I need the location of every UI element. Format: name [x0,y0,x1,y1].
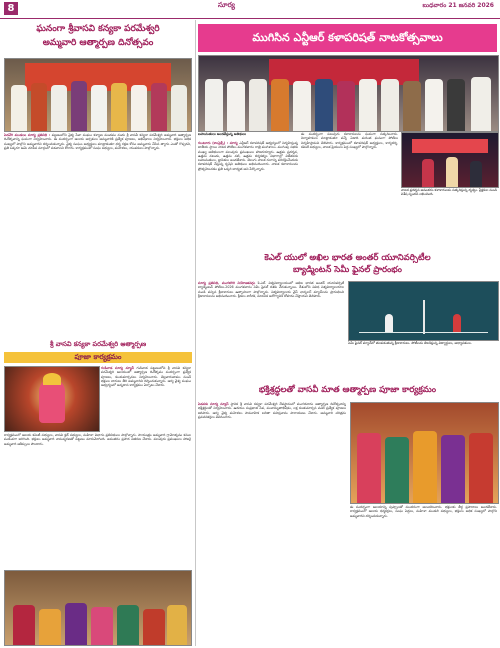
person-figure [447,79,465,131]
top-story-headline: ముగిసిన ఎన్టీఆర్ కళాపరిషత్ నాటకోత్సవాలు [198,24,497,52]
person-figure [337,81,355,131]
pooja-side-text [101,366,191,430]
pooja-body: కార్యక్రమంలో ఆలయ కమిటీ సభ్యులు, వాసవి క్లబ్ సభ్యులు, మహిళా విభాగం ప్రతినిధులు పాల్గొన్నారు. సాయంత్రం అమ్మవారి గ్రామోత్సవం కనుల పండువగా జరిగింది. భక్తులు అమ్మవారి నామస్మరణతో పట్టణం మారుమోగింది. అనంతరం ప్రసాద వితరణ చేశారు. పలువురు ప్రముఖులు హాజరై అమ్మవారి ఆశీస్సులు పొందారు. [4,433,191,446]
badminton-dateline: సూర్య ప్రతినిధి, మంగళగిరి నియోజకవర్గం [198,281,256,285]
stage-lights [412,139,488,153]
top-story-caption: బహుమతులు అందజేస్తున్న అతిథులు [198,132,247,136]
page-number: 8 [4,2,18,15]
person-figure [381,79,399,131]
person-figure [422,159,434,187]
top-story-dateline: గుంటూరు (కాంప్లెక్స్) : సూర్య [198,141,238,145]
badminton-text: కె.ఎల్. విశ్వవిద్యాలయంలో అఖిల భారత అంతర్ యూనివర్సిటీ బ్యాడ్మింటన్ పోటీలు-2026 మంగళవారం సెమీ ఫైనల్ దశకు చేరుకున్నాయి. దేశంలోని వివిధ విశ్వవిద్యాలయాల నుండి వచ్చిన క్రీడాకారులు ఉత్సాహంగా పాల్గొన్నారు. విశ్వవిద్యాలయ వైస్ ఛాన్సలర్ మ్యాచ్‌లను ప్రారంభించి క్రీడాకారులను అభినందించారు. క్రీడలు శారీరక, మానసిక ఆరోగ్యానికి దోహదం చేస్తాయని తెలిపారు. [198,281,344,298]
person-figure [51,85,67,131]
person-figure [111,83,127,131]
person-figure [357,433,381,503]
pooja-banner: పూజా కార్యక్రమం [4,352,192,363]
person-figure [91,85,107,131]
person-figure [471,77,491,131]
devotees-photo [4,570,192,646]
left-story-text: పట్టణంలోని వైశ్య సేవా సంఘం కళ్యాణ మండపం నందు శ్రీ వాసవీ కన్యకా పరమేశ్వరి అమ్మవారి ఆత్మార్పణ దినోత్సవాన్ని ఘనంగా నిర్వహించారు. ఈ సందర్భంగా ఆలయ అర్చకులు అమ్మవారికి ప్రత్యేక పూజలు, అభిషేకాలు నిర్వహించారు. భక్తులు అధిక సంఖ్యలో పాల్గొని అమ్మవారిని దర్శించుకున్నారు. వైశ్య సంఘం అధ్యక్షులు మాట్లాడుతూ ధర్మ రక్షణ కోసం అమ్మవారు చేసిన త్యాగం ఎంతో గొప్పదని, ప్రతి ఒక్కరూ ఆమె చూపిన మార్గంలో నడవాలని కోరారు. కార్యక్రమంలో సంఘ సభ్యులు, మహిళలు, యువకులు పాల్గొన్నారు. [4,133,191,150]
award-ceremony-photo [198,55,499,132]
left-story-dateline: పెదవేగి మండలం సూర్య ప్రతినిధి : [4,133,51,137]
deity-crown [43,373,61,385]
bhakti-right-text: ఈ సందర్భంగా ఆలయాన్ని పుష్పాలతో సుందరంగా అలంకరించారు. భక్తులకు తీర్థ ప్రసాదాలు అందజేశారు. కార్యక్రమంలో ఆలయ ధర్మకర్తలు, సంఘ పెద్దలు, మహిళా మండలి సభ్యులు, భక్తులు అధిక సంఖ్యలో పాల్గొని అమ్మవారిని దర్శించుకున్నారు. [350,505,497,518]
player-figure [453,314,461,332]
person-figure [171,85,187,131]
person-figure [167,605,187,645]
left-section-title: శ్రీ వాసవి కన్యకా పరమేశ్వరి ఆత్మార్పణ [49,340,147,348]
badminton-photo-caption: సెమీ ఫైనల్ మ్యాచ్‌లో తలపడుతున్న క్రీడాకారులు. పోటీలను తిలకిస్తున్న విద్యార్థులు, అధ్యాపకులు. [348,341,472,345]
person-figure [151,83,167,131]
person-figure [271,79,289,131]
left-story-title-line1: ఘనంగా శ్రీవాసవి కన్యకా పరమేశ్వరి [36,24,160,34]
badminton-headline-line2: బ్యాడ్మింటన్ సెమీ ఫైనల్ ప్రారంభం [292,265,402,275]
bhakti-dateline: పెడనకు సూర్య న్యూస్ [198,402,229,406]
court-line [359,332,488,333]
stage-photo-caption: నాటక ప్రదర్శన అనంతరం కళాకారులను సత్కరిస్తున్న దృశ్యం. ప్రేక్షకుల నుండి విశేష స్పందన లభించింది. [401,188,497,197]
bhakti-headline: భక్తిశ్రద్ధలతో వాసవీ మాత ఆత్మార్పణ పూజా కార్యక్రమం [258,385,437,395]
column-divider [195,20,196,646]
pooja-side-body: గుడివాడ పట్టణంలోని శ్రీ వాసవి కన్యకా పరమేశ్వరి ఆలయంలో ఆత్మార్పణ దినోత్సవం సందర్భంగా ప్రత్యేక పూజలు, కుంకుమార్చనలు నిర్వహించారు. తెల్లవారుజాము నుండే భక్తులు బారులు తీరి అమ్మవారిని దర్శించుకున్నారు. ఆర్య వైశ్య సంఘం ఆధ్వర్యంలో అన్నదాన కార్యక్రమం ఏర్పాటు చేశారు. [101,366,191,388]
left-story-title-line2: అమ్మవారి ఆత్మార్పణ దినోత్సవం [42,38,154,48]
player-figure [385,314,393,332]
person-figure [65,603,87,645]
paper-name: సూర్య [218,1,235,9]
bhakti-body [198,402,346,642]
person-figure [91,607,113,645]
person-figure [205,79,223,131]
top-story-body [198,141,298,247]
person-figure [11,85,27,131]
person-figure [249,79,267,131]
bhakti-text: స్థానిక శ్రీ వాసవి కన్యకా పరమేశ్వరి దేవస్థానంలో మంగళవారం ఆత్మార్పణ దినోత్సవాన్ని భక్తిశ్రద్ధలతో నిర్వహించారు. ఉదయం సుప్రభాత సేవ, పంచామృతాభిషేకం, లక్ష కుంకుమార్చన వంటి ప్రత్యేక పూజలు జరిపారు. ఆర్య వైశ్య మహిళలు సామూహిక లలితా సహస్రనామ పారాయణం చేశారు. అమ్మవారి చరిత్రను ప్రవచనకర్తలు వివరించారు. [198,402,346,419]
top-story-text: ఎన్టీఆర్ కళాపరిషత్ ఆధ్వర్యంలో నిర్వహిస్తున్న జాతీయ స్థాయి నాటక పోటీలు మంగళవారం రాత్రి ముగిశాయి. ముగింపు సభకు ముఖ్య అతిథులుగా పలువురు ప్రముఖులు హాజరయ్యారు. ఉత్తమ ప్రదర్శన, ఉత్తమ నటుడు, ఉత్తమ నటి, ఉత్తమ దర్శకత్వం విభాగాల్లో విజేతలకు బహుమతులు, జ్ఞాపికలు అందజేశారు. తెలుగు నాటక రంగాన్ని పరిరక్షించేందుకు కళాపరిషత్ చేస్తున్న కృషిని అతిథులు అభినందించారు. నాటక కళాకారులను ప్రోత్సహించడం ప్రతి ఒక్కరి బాధ్యత అని పేర్కొన్నారు. [198,141,298,171]
top-story-body-2: ఈ సందర్భంగా పలువురు కళాకారులను ఘనంగా సత్కరించారు. నిర్వాహకులు మాట్లాడుతూ వచ్చే ఏడాది మరింత ఘనంగా పోటీలు నిర్వహిస్తామని తెలిపారు. కార్యక్రమంలో కళాపరిషత్ అధ్యక్షులు, కార్యదర్శి, కమిటీ సభ్యులు, నాటక ప్రియులు పెద్ద సంఖ్యలో పాల్గొన్నారు. [301,132,398,149]
women-devotees-photo [350,402,499,504]
person-figure [359,79,377,131]
person-figure [425,79,443,131]
person-figure [143,609,165,645]
person-figure [293,81,311,131]
person-figure [31,83,47,131]
badminton-court-photo [348,281,499,341]
person-figure [117,605,139,645]
pooja-dateline: గుడివాడ సూర్య న్యూస్ [101,366,134,370]
person-figure [413,431,437,503]
court-net [423,300,425,334]
person-figure [131,85,147,131]
person-figure [227,81,245,131]
person-figure [71,81,87,131]
person-figure [441,435,465,503]
page-header [0,0,500,19]
person-figure [39,609,61,645]
left-story-body [4,133,191,339]
deity-photo [4,366,100,432]
page-date: బుధవారం 21 జనవరి 2026 [422,2,494,9]
person-figure [469,433,493,503]
person-figure [385,437,409,503]
person-figure [470,161,482,187]
badminton-body [198,281,344,377]
person-figure [403,81,421,131]
deity-figure [39,379,65,423]
group-photo [4,58,192,132]
stage-performance-photo [401,132,499,188]
person-figure [13,605,35,645]
person-figure [315,79,333,131]
badminton-headline-line1: కెఎల్ యులో అఖిల భారత అంతర్ యూనివర్సిటీల [264,253,431,263]
person-figure [446,157,458,187]
